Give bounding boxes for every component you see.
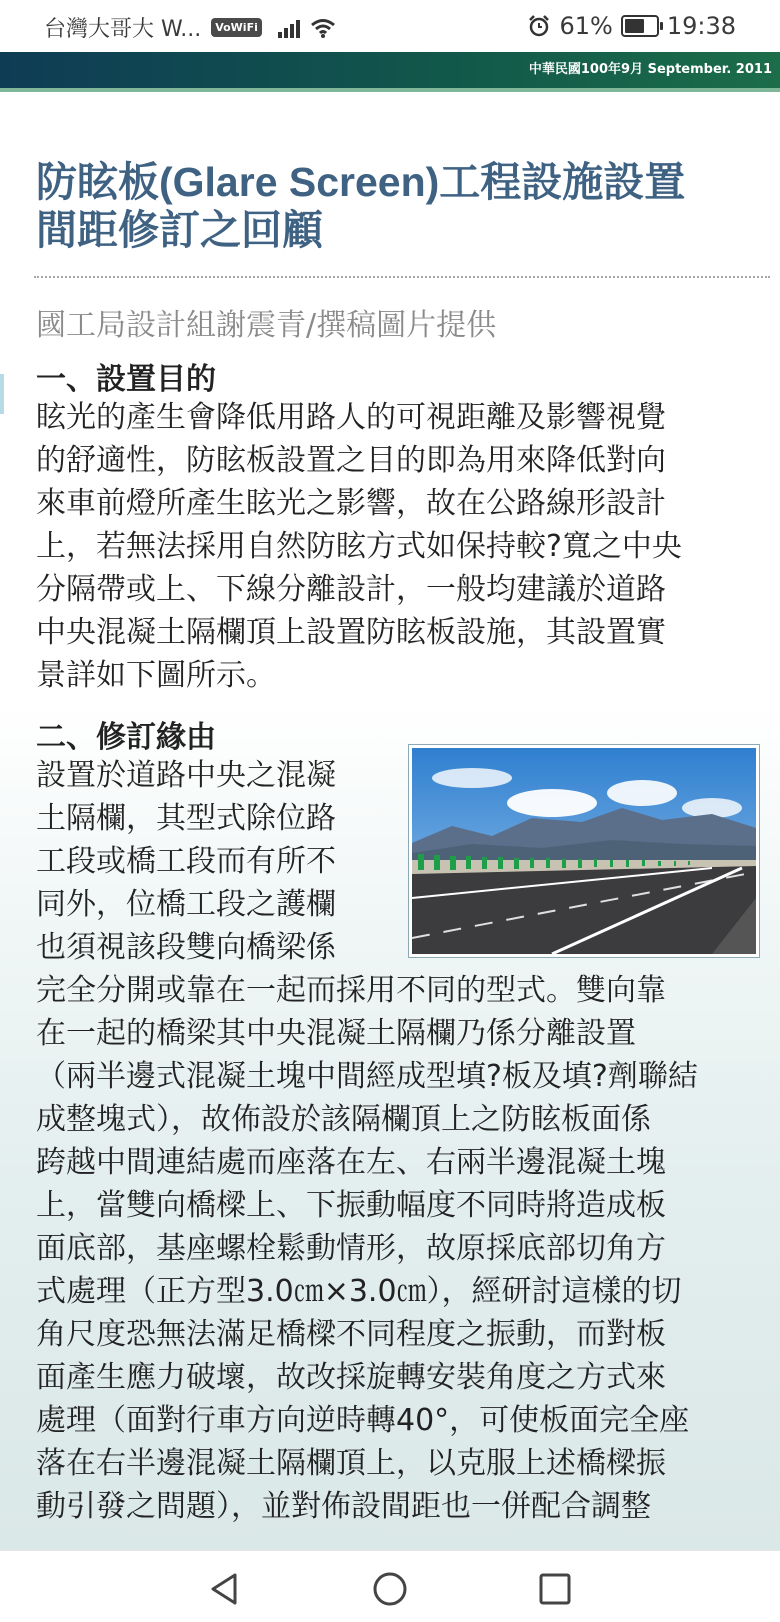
- article-page[interactable]: [0, 92, 780, 1550]
- title-divider: [34, 276, 770, 278]
- article-title: 防眩板(Glare Screen)工程設施設置 間距修訂之回顧: [36, 159, 686, 253]
- section1-paragraph: 眩光的產生會降低用路人的可視距離及影響視覺 的舒適性，防眩板設置之目的即為用來降低對向 來車前燈所產生眩光之影響，故在公路線形設計 上，若無法採用自然防眩方式如保持較?寬之中央 分隔帶或上、下線分離設計，一般均建議於道路 中央混凝土隔欄頂上設置防眩板設施，其設置實 景詳如下圖所示。: [36, 400, 682, 693]
- home-icon[interactable]: [370, 1569, 410, 1609]
- article-byline: 國工局設計組謝震青/撰稿圖片提供: [36, 308, 497, 343]
- status-bar: [0, 0, 780, 52]
- back-icon[interactable]: [205, 1569, 245, 1609]
- section2-heading: 二、修訂緣由: [36, 720, 216, 755]
- clock: 19:38: [666, 12, 736, 40]
- signal-icon: [278, 18, 300, 38]
- section2-paragraph: 完全分開或靠在一起而採用不同的型式。雙向靠 在一起的橋梁其中央混凝土隔欄乃係分離設置 （兩半邊式混凝土塊中間經成型填?板及填?劑聯結 成整塊式），故佈設於該隔欄頂上之防眩板面係 跨越中間連結處而座落在左、右兩半邊混凝土塊 上，當雙向橋樑上、下振動幅度不同時將造成板 面底部，基座螺栓鬆動情形，故原採底部切角方 式處理（正方型3.0㎝×3.0㎝），經研討這樣的切 角尺度恐無法滿足橋樑不同程度之振動，而對板 面產生應力破壞，故改採旋轉安裝角度之方式來 處理（面對行車方向逆時轉40°，可使板面完全座 落在右半邊混凝土隔欄頂上，以克服上述橋樑振 動引發之問題），並對佈設間距也一併配合調整: [36, 973, 698, 1524]
- header-banner: [0, 52, 780, 92]
- battery-percent: 61%: [559, 12, 613, 40]
- section1-heading: 一、設置目的: [36, 362, 216, 397]
- carrier-name: 台灣大哥大 W...: [44, 17, 202, 42]
- highway-glare-screen-photo: [408, 744, 760, 958]
- alarm-icon: [527, 14, 551, 38]
- status-left: [44, 12, 336, 43]
- photo-image: [412, 748, 756, 954]
- recent-apps-icon[interactable]: [535, 1569, 575, 1609]
- battery-icon: [621, 15, 659, 37]
- left-edge-decoration: [0, 374, 4, 414]
- section2-wrapped-text: 設置於道路中央之混凝 土隔欄，其型式除位路 工段或橋工段而有所不 同外，位橋工段之護欄 也須視該段雙向橋梁係: [36, 758, 336, 965]
- issue-date: 中華民國100年9月 September. 2011: [528, 62, 772, 77]
- status-right: [527, 12, 736, 40]
- wifi-icon: [310, 17, 336, 39]
- system-navigation-bar: [0, 1550, 780, 1622]
- vowifi-badge: VoWiFi: [211, 18, 262, 37]
